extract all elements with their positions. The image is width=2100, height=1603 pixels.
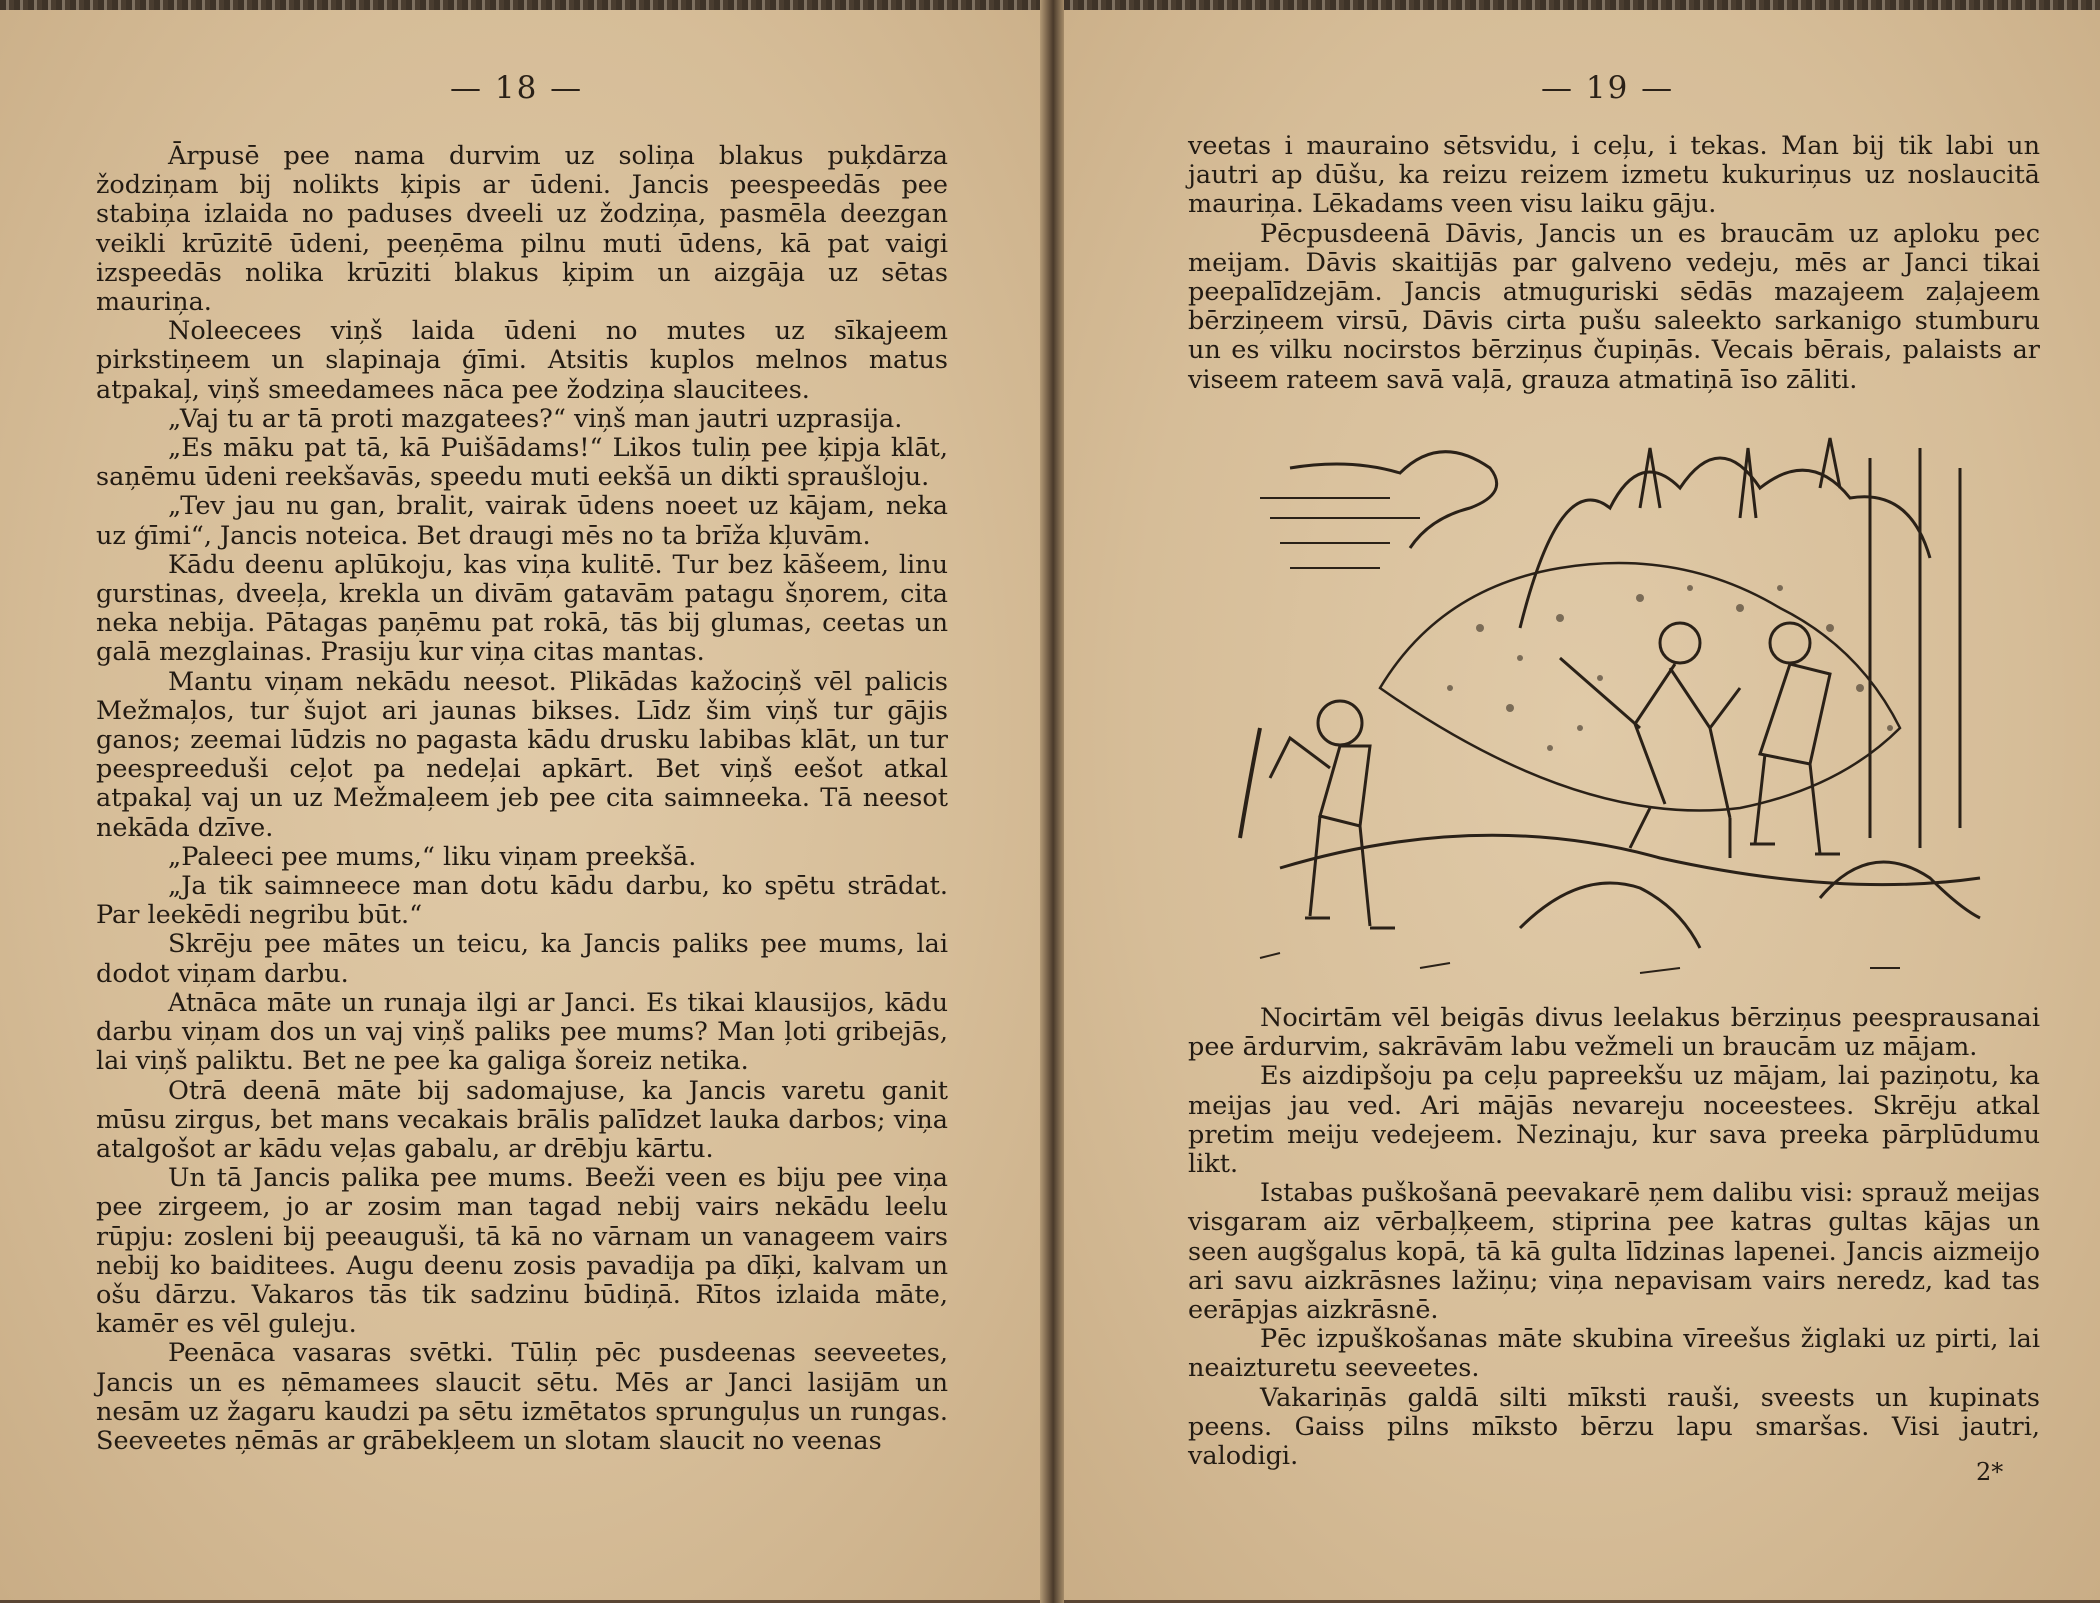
paragraph: Atnāca māte un runaja ilgi ar Janci. Es tikai klausijos, kādu darbu viņam dos un vaj viņš paliks pee mums? Man ļoti gribejās, lai viņš paliktu. Bet ne pee ka galiga šoreiz netika. xyxy=(96,987,948,1077)
paragraph: „Tev jau nu gan, bralit, vairak ūdens noeet uz kājam, neka uz ģīmi“, Jancis noteica. Bet draugi mēs no ta brīža kļuvām. xyxy=(96,491,948,551)
paragraph: Noleecees viņš laida ūdeni no mutes uz sīkajeem pirkstiņeem un slapinaja ģīmi. Atsitis kuplos melnos matus atpakaļ, viņš smeedamees nāca pee žodziņa slaucitees. xyxy=(96,316,948,405)
paragraph: „Ja tik saimneece man dotu kādu darbu, ko spētu strādat. Par leekēdi negribu būt.“ xyxy=(96,871,948,931)
paragraph: Peenāca vasaras svētki. Tūliņ pēc pusdeenas seeveetes, Jancis un es ņēmamees slaucit sētu. Mēs ar Janci lasijām un nesām uz žagaru kaudzi pa sētu izmētatos sprunguļus un rungas. Seeveetes ņēmās ar grābekļeem un slotam slaucit no veenas xyxy=(96,1338,948,1456)
signature-mark: 2* xyxy=(1976,1458,2004,1486)
paragraph: „Vaj tu ar tā proti mazgatees?“ viņš man jautri uzprasija. xyxy=(168,403,903,434)
book-gutter xyxy=(1040,0,1064,1603)
paragraph: Nocirtām vēl beigās divus leelakus bērziņus peesprausanai pee ārdurvim, sakrāvām labu vežmeli un braucām uz mājam. xyxy=(1188,1003,2040,1063)
woodcut-illustration-icon xyxy=(1220,428,2020,988)
paragraph: Istabas puškošanā peevakarē ņem dalibu visi: sprauž meijas visgaram aiz vērbaļķeem, stiprina pee katras gultas kājas un seen augšgalus kopā, tā kā gulta līdzinas lapenei. Jancis aizmeijo ari savu aizkrāsnes lažiņu; viņa nepavisam vairs neredz, kad tas eerāpjas aizkrāsnē. xyxy=(1188,1178,2040,1326)
paragraph: „Es māku pat tā, kā Puišādams!“ Likos tuliņ pee ķipja klāt, saņēmu ūdeni reekšavās, speedu muti eekšā un dikti spraušloju. xyxy=(96,433,948,493)
right-page-text-top xyxy=(1188,132,2040,395)
paragraph: Pēcpusdeenā Dāvis, Jancis un es braucām uz aploku pec meijam. Dāvis skaitijās par galveno vedeju, mēs ar Janci tikai peepalīdzejām. Jancis atmuguriski sēdās mazajeem zaļajeem bērziņeem virsū, Dāvis cirta pušu saleekto sarkanigo stumburu un es vilku nocirstos bērziņus čupiņās. Vecais bērais, palaists ar viseem rateem savā vaļā, grauza atmatiņā īso zāliti. xyxy=(1188,218,2040,395)
right-page xyxy=(1058,10,2100,1600)
paragraph: Vakariņās galdā silti mīksti rauši, sveests un kupinats peens. Gaiss pilns mīksto bērzu lapu smaršas. Visi jautri, valodigi. xyxy=(1188,1382,2040,1472)
paragraph: Un tā Jancis palika pee mums. Beeži veen es biju pee viņa pee zirgeem, jo ar zosim man tagad nebij vairs nekādu leelu rūpju: zosleni bij peeauguši, tā kā no vārnam un vanageem vairs nebij ko baiditees. Augu deenu zosis pavadija pa dīķi, kalvam un ošu dārzu. Vakaros tās tik sadzinu būdiņā. Rītos izlaida māte, kamēr es vēl guleju. xyxy=(96,1163,948,1340)
paragraph: Kādu deenu aplūkoju, kas viņa kulitē. Tur bez kāšeem, linu gurstinas, dveeļa, krekla un divām gatavām patagu šņorem, cita neka nebija. Pātagas paņēmu pat rokā, tās bij glumas, ceetas un galā mezglainas. Prasiju kur viņa citas mantas. xyxy=(96,549,948,668)
paragraph: Ārpusē pee nama durvim uz soliņa blakus puķdārza žodziņam bij nolikts ķipis ar ūdeni. Jancis peespeedās pee stabiņa izlaida no paduses dveeli uz žodziņa, pasmēla deezgan veikli krūzitē ūdeni, peeņēma pilnu muti ūdens, kā pat vaigi izspeedās nolika krūziti blakus ķipim un aizgāja uz sētas mauriņa. xyxy=(96,141,948,318)
left-page-text xyxy=(96,142,948,1456)
paragraph: Mantu viņam nekādu neesot. Plikādas kažociņš vēl palicis Mežmaļos, tur šujot ari jaunas bikses. Līdz šim viņš tur gājis ganos; zeemai lūdzis no pagasta kādu drusku labibas klāt, un tur peespreeduši ceļot pa nedeļai apkārt. Bet viņš eešot atkal atpakaļ vaj un uz Mežmaļeem jeb pee cita saimneeka. Tā neesot nekāda dzīve. xyxy=(96,666,948,843)
paragraph: Otrā deenā māte bij sadomajuse, ka Jancis varetu ganit mūsu zirgus, bet mans vecakais brālis palīdzet lauka darbos; viņa atalgošot ar kādu veļas gabalu, ar drēbju kārtu. xyxy=(96,1075,948,1164)
paragraph: „Paleeci pee mums,“ liku viņam preekšā. xyxy=(168,841,697,872)
paragraph: Skrēju pee mātes un teicu, ka Jancis paliks pee mums, lai dodot viņam darbu. xyxy=(96,929,948,989)
paragraph: Es aizdipšoju pa ceļu papreekšu uz mājam, lai paziņotu, ka meijas jau ved. Ari mājās nevareju noceestees. Skrēju atkal pretim meiju vedejeem. Nezinaju, kur sava preeka pārplūdumu likt. xyxy=(1188,1061,2040,1180)
left-page xyxy=(0,10,1046,1600)
paragraph: Pēc izpuškošanas māte skubina vīreešus žiglaki uz pirti, lai neaizturetu seeveetes. xyxy=(1188,1324,2040,1384)
right-page-text-bottom xyxy=(1188,1004,2040,1471)
page-number: — 19 — xyxy=(1541,70,1675,106)
page-number: — 18 — xyxy=(450,70,584,106)
paragraph: veetas i mauraino sētsvidu, i ceļu, i tekas. Man bij tik labi un jautri ap dūšu, ka reizu reizem izmetu kukuriņus uz noslaucitā mauriņa. Lēkadams veen visu laiku gāju. xyxy=(1188,131,2040,220)
